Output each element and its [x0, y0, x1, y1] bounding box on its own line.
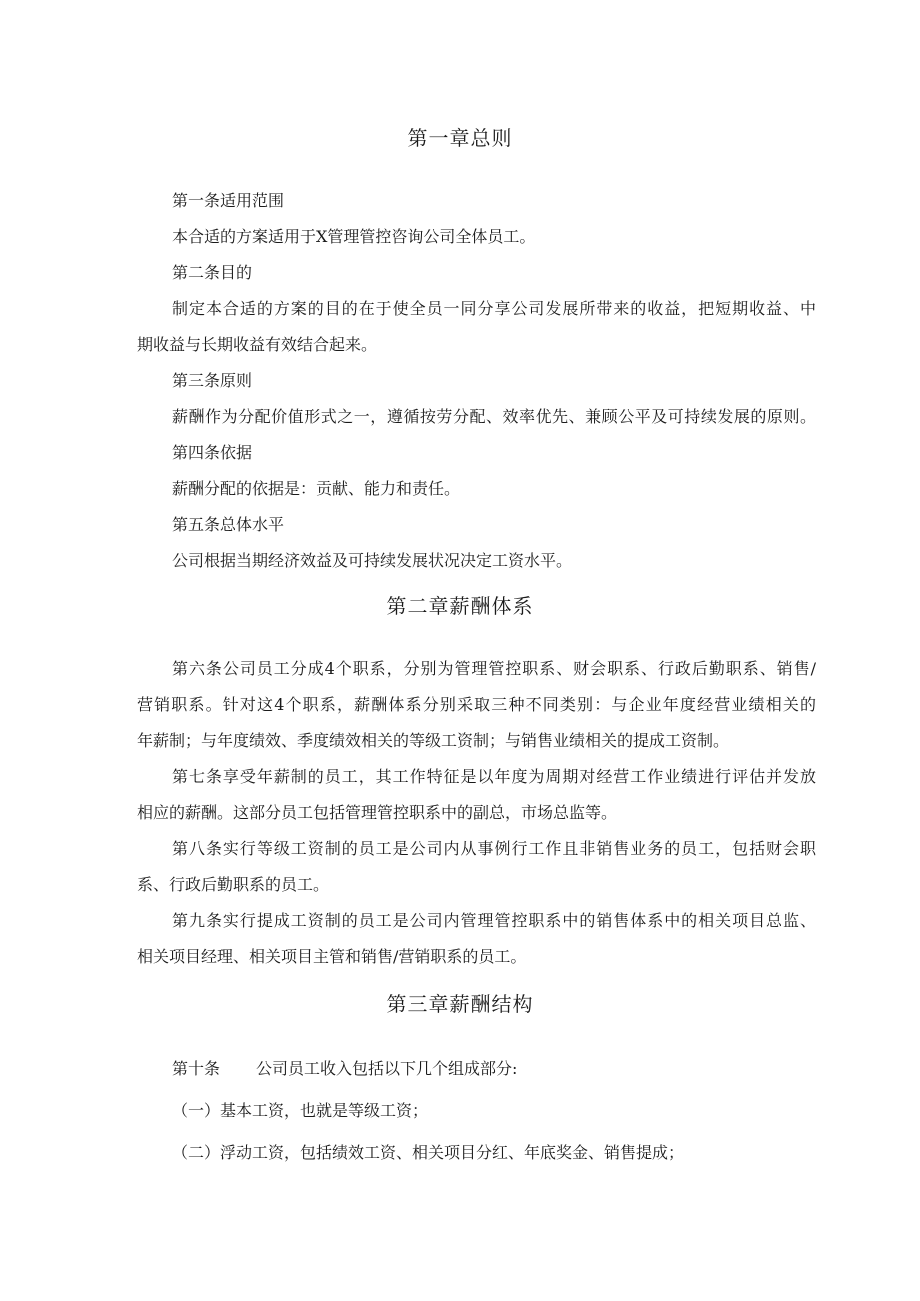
- article-10-label: 第十条: [172, 1059, 221, 1078]
- article-4-body: 薪酬分配的依据是：贡献、能力和责任。: [172, 479, 461, 498]
- article-8-line-2: 系、行政后勤职系的员工。: [137, 875, 330, 894]
- article-2-body-line-1: 制定本合适的方案的目的在于使全员一同分享公司发展所带来的收益，把短期收益、中: [172, 299, 816, 318]
- article-6-line-2: 营销职系。针对这4个职系，薪酬体系分别采取三种不同类别：与企业年度经营业绩相关的: [137, 695, 816, 714]
- article-1-body: 本合适的方案适用于X管理管控咨询公司全体员工。: [172, 227, 536, 246]
- article-2-heading: 第二条目的: [172, 263, 253, 282]
- article-3-heading: 第三条原则: [172, 371, 253, 390]
- article-7-line-1: 第七条享受年薪制的员工，其工作特征是以年度为周期对经营工作业绩进行评估并发放: [172, 767, 816, 786]
- article-6-line-1: 第六条公司员工分成4个职系，分别为管理管控职系、财会职系、行政后勤职系、销售/: [172, 659, 816, 678]
- article-5-heading: 第五条总体水平: [172, 515, 285, 534]
- article-10: [172, 1058, 517, 1080]
- article-5-body: 公司根据当期经济效益及可持续发展状况决定工资水平。: [172, 551, 573, 570]
- article-6-line-3: 年薪制；与年度绩效、季度绩效相关的等级工资制；与销售业绩相关的提成工资制。: [137, 731, 730, 750]
- chapter-2-title: 第二章薪酬体系: [386, 594, 534, 618]
- chapter-3-title: 第三章薪酬结构: [386, 992, 534, 1016]
- article-2-body-line-2: 期收益与长期收益有效结合起来。: [137, 335, 378, 354]
- article-10-text: 公司员工收入包括以下几个组成部分:: [256, 1059, 518, 1078]
- chapter-1-title: 第一章总则: [407, 126, 513, 150]
- article-8-line-1: 第八条实行等级工资制的员工是公司内从事例行工作且非销售业务的员工，包括财会职: [172, 839, 816, 858]
- article-3-body: 薪酬作为分配价值形式之一，遵循按劳分配、效率优先、兼顾公平及可持续发展的原则。: [172, 407, 816, 426]
- article-4-heading: 第四条依据: [172, 443, 253, 462]
- article-7-line-2: 相应的薪酬。这部分员工包括管理管控职系中的副总，市场总监等。: [137, 803, 618, 822]
- article-9-line-1: 第九条实行提成工资制的员工是公司内管理管控职系中的销售体系中的相关项目总监、: [172, 911, 816, 930]
- article-1-heading: 第一条适用范围: [172, 191, 285, 210]
- article-9-line-2: 相关项目经理、相关项目主管和销售/营销职系的员工。: [137, 947, 527, 966]
- list-item-2: （二）浮动工资，包括绩效工资、相关项目分红、年底奖金、销售提成；: [172, 1143, 685, 1162]
- list-item-1: （一）基本工资，也就是等级工资；: [172, 1101, 429, 1120]
